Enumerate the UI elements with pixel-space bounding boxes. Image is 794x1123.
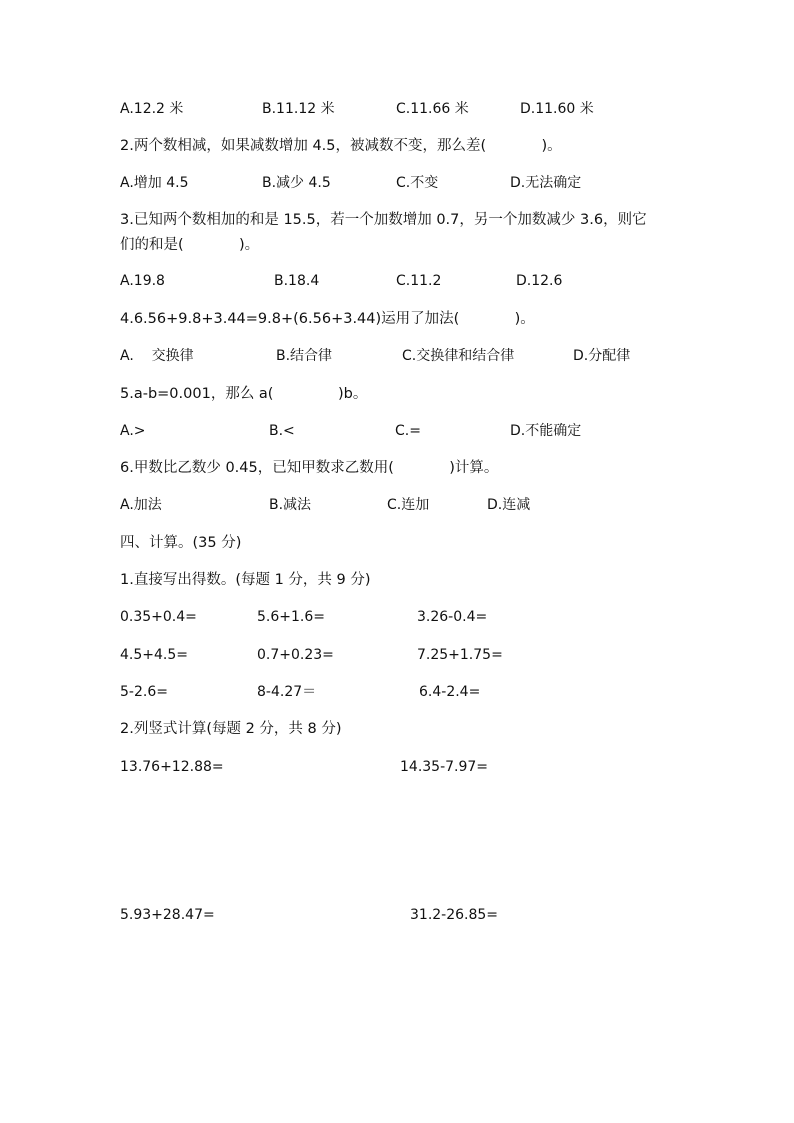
calc-item: 6.4-2.4= [419, 684, 481, 700]
q1-option-b: B.11.12 米 [262, 101, 335, 117]
q5-option-b: B.< [269, 423, 295, 439]
section4-part2-title: 2.列竖式计算(每题 2 分，共 8 分) [120, 721, 342, 737]
calc-item: 0.7+0.23= [257, 647, 334, 663]
q1-option-d: D.11.60 米 [520, 101, 594, 117]
calc-item: 3.26-0.4= [417, 609, 488, 625]
q2-option-b: B.减少 4.5 [262, 175, 331, 191]
q3-option-c: C.11.2 [396, 273, 442, 289]
vertical-calc-item: 14.35-7.97= [400, 759, 489, 775]
q2-stem: 2.两个数相减，如果减数增加 4.5，被减数不变，那么差( )。 [120, 138, 562, 154]
calc-item: 4.5+4.5= [120, 647, 188, 663]
q4-option-d: D.分配律 [573, 348, 631, 364]
vertical-calc-item: 13.76+12.88= [120, 759, 224, 775]
q5-stem: 5.a-b=0.001，那么 a( )b。 [120, 386, 368, 402]
section4-title: 四、计算。(35 分) [120, 535, 242, 551]
calc-item: 7.25+1.75= [417, 647, 503, 663]
q2-option-a: A.增加 4.5 [120, 175, 189, 191]
q3-option-a: A.19.8 [120, 273, 165, 289]
calc-item: 5.6+1.6= [257, 609, 325, 625]
section4-part1-title: 1.直接写出得数。(每题 1 分，共 9 分) [120, 572, 371, 588]
q5-option-a: A.> [120, 423, 146, 439]
q6-option-a: A.加法 [120, 497, 162, 513]
q1-option-c: C.11.66 米 [396, 101, 469, 117]
calc-item: 5-2.6= [120, 684, 168, 700]
vertical-calc-item: 5.93+28.47= [120, 907, 215, 923]
q4-stem: 4.6.56+9.8+3.44=9.8+(6.56+3.44)运用了加法( )。 [120, 311, 535, 327]
q1-option-a: A.12.2 米 [120, 101, 184, 117]
q3-stem-line2: 们的和是( )。 [120, 237, 260, 253]
q6-stem: 6.甲数比乙数少 0.45，已知甲数求乙数用( )计算。 [120, 460, 499, 476]
q6-option-b: B.减法 [269, 497, 312, 513]
q3-option-d: D.12.6 [516, 273, 563, 289]
vertical-calc-item: 31.2-26.85= [410, 907, 499, 923]
calc-item: 0.35+0.4= [120, 609, 197, 625]
q4-option-b: B.结合律 [276, 348, 333, 364]
q4-option-c: C.交换律和结合律 [402, 348, 515, 364]
q2-option-c: C.不变 [396, 175, 439, 191]
q4-option-a: A. 交换律 [120, 348, 194, 364]
q6-option-c: C.连加 [387, 497, 430, 513]
q2-option-d: D.无法确定 [510, 175, 582, 191]
calc-item: 8-4.27＝ [257, 684, 317, 700]
q5-option-c: C.= [395, 423, 421, 439]
q5-option-d: D.不能确定 [510, 423, 582, 439]
q6-option-d: D.连减 [487, 497, 531, 513]
q3-stem-line1: 3.已知两个数相加的和是 15.5，若一个加数增加 0.7，另一个加数减少 3.6，则它 [120, 212, 647, 228]
q3-option-b: B.18.4 [274, 273, 320, 289]
